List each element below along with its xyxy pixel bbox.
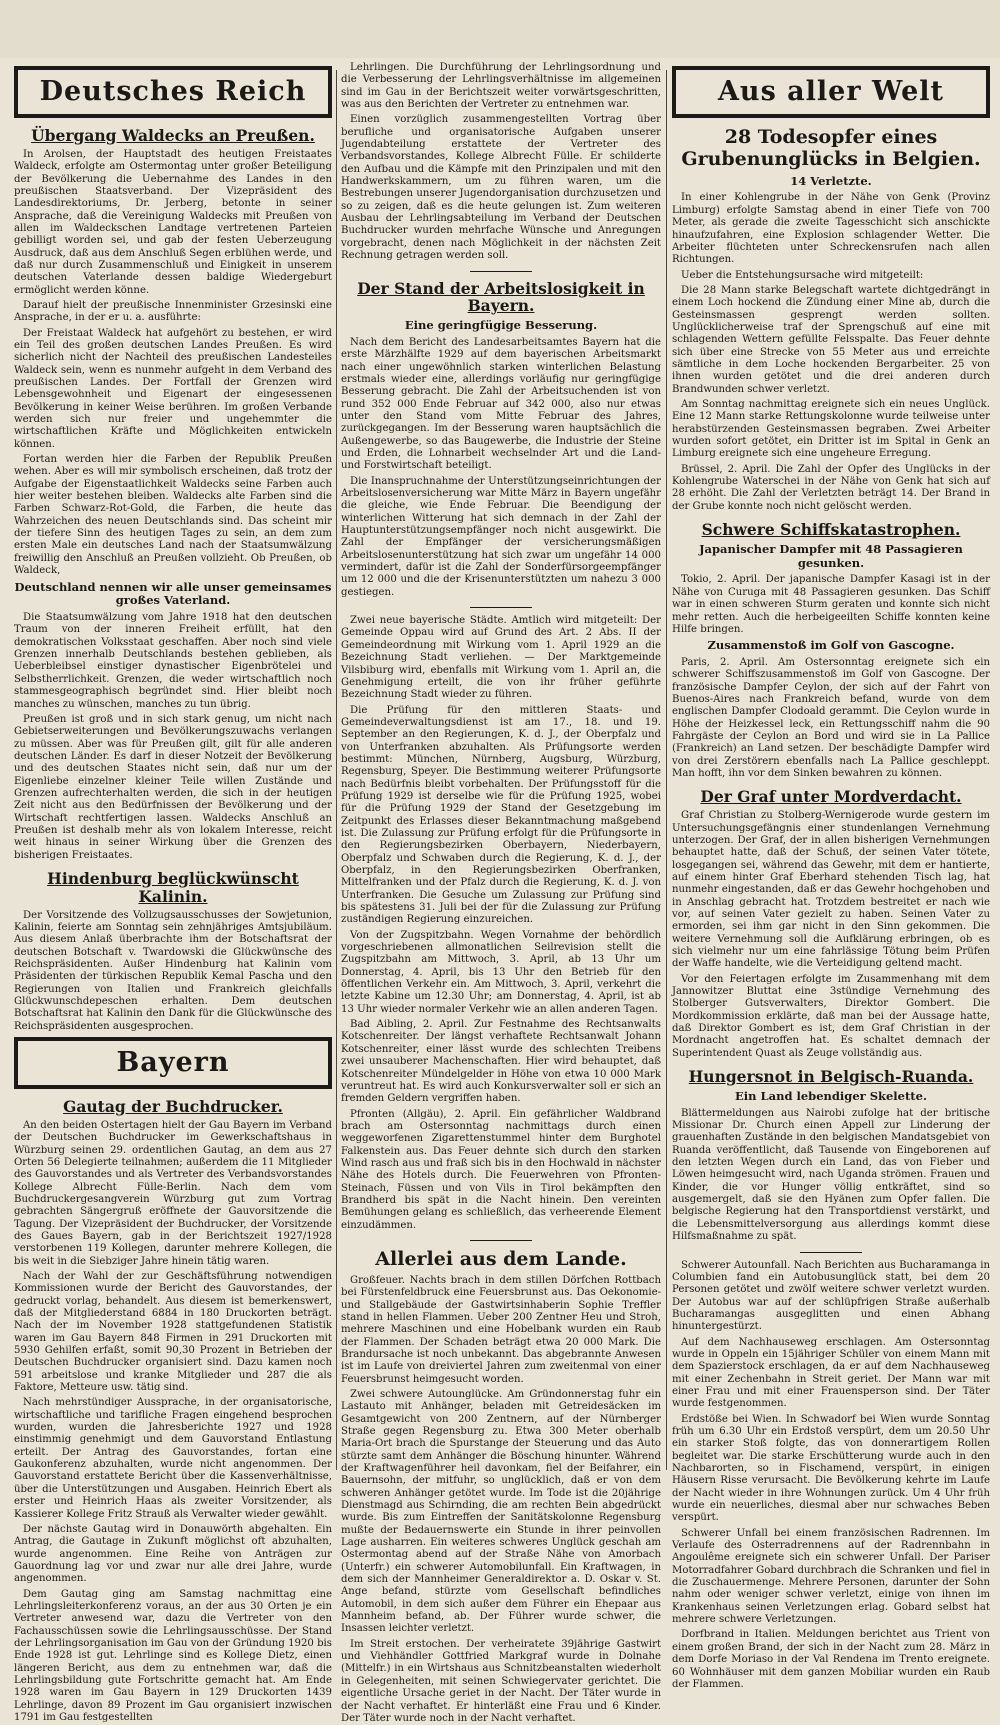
subheadline-verletzte: 14 Verletzte. bbox=[790, 173, 872, 188]
article-paragraph: Darauf hielt der preußische Innenminister Grzesinski eine Ansprache, in der er u. a. ausführte: bbox=[14, 299, 332, 324]
article-separator bbox=[470, 271, 532, 272]
subheadline-besserung: Eine geringfügige Besserung. bbox=[404, 318, 598, 333]
top-margin-strip bbox=[0, 0, 1000, 58]
column-3 bbox=[672, 62, 990, 1690]
column-2 bbox=[341, 62, 661, 1724]
article-paragraph: Die Prüfung für den mittleren Staats- und Gemeindeverwaltungsdienst ist am 17., 18. und 19. September an den Regierungen, K. d. J., der Oberpfalz und von Unterfranken abzuhalten. Als Prüfungsorte werden bestimmt: München, Nürnberg, Augsburg, Würzburg, Regensburg, Speyer. Die Bestimmung weiterer Prüfungsorte nach Bedürfnis bleibt vorbehalten. Der Prüfungsstoff für die Prüfung 1929 ist derselbe wie für die Prüfung 1925, wobei für die Prüfung 1929 der Stand der Gesetzgebung im Zeitpunkt des Erlasses dieser Bekanntmachung maßgebend ist. Die Zulassung zur Prüfung erfolgt für die Prüfungsorte in den Regierungsbezirken Oberbayern, Niederbayern, Oberpfalz und Schwaben durch die Regierung, K. d. J., der Oberpfalz, in den Regierungsbezirken Oberfranken, Mittelfranken und der Pfalz durch die Regierung, K. d. J. von Unterfranken. Die Gesuche um Zulassung zur Prüfung sind bis spätestens 31. Juli bei der für die Zulassung zur Prüfung zuständigen Regierung einzureichen. bbox=[341, 704, 661, 926]
article-separator bbox=[470, 1240, 532, 1241]
section-header-bayern: Bayern bbox=[14, 1037, 332, 1089]
article-paragraph: Der Vorsitzende des Vollzugsausschusses der Sowjetunion, Kalinin, feierte am Sonntag sein zehnjähriges Amtsjubiläum. Aus diesem Anlaß überbrachte ihm der Botschaftsrat der deutschen Botschaft v. Twardowski die Glückwünsche des Reichspräsidenten. Außer Hindenburg hat Kalinin vom Präsidenten der türkischen Republik Kemal Pascha und den Regierungen von Italien und Frankreich gleichfalls Glückwunschdepeschen erhalten. Dem deutschen Botschaftsrat hat Kalinin den Dank für die Glückwünsche des Reichspräsidenten ausgesprochen. bbox=[14, 909, 332, 1032]
subheadline-japanischer-dampfer: Japanischer Dampfer mit 48 Passagieren gesunken. bbox=[699, 541, 963, 570]
section-header-deutsches-reich: Deutsches Reich bbox=[14, 66, 332, 118]
article-paragraph: Die 28 Mann starke Belegschaft wartete dichtgedrängt in einem Loch hockend die Zündung einer Mine ab, durch die Gesteinsmassen gesprengt werden sollten. Unglücklicherweise traf der Sprengschuß auf eine mit schlagenden Wettern gefüllte Felsspalte. Das Feuer dehnte sich über eine Strecke von 55 Meter aus und erreichte sämtliche in dem Loche hockenden Bergarbeiter. 25 von ihnen wurden getötet und die drei anderen durch Brandwunden schwer verletzt. bbox=[672, 284, 990, 395]
article-paragraph: Preußen ist groß und in sich stark genug, um nicht nach Gebietserweiterungen und Bevölkerungszuwachs verlangen zu müssen. Aber was für Preußen gilt, gilt für alle anderen deutschen Länder. Es darf in dieser Notzeit der Bevölkerung und des deutschen Staates nicht sein, daß nur um der Eigenliebe einzelner kleiner Teile willen Zustände und Grenzen aufrechterhalten werden, die sich in der heutigen Zeit nicht aus den Bedürfnissen der Bevölkerung und der Wirtschaft rechtfertigen lassen. Waldecks Anschluß an Preußen ist deshalb mehr als von lokalem Interesse, reicht weit hinaus in seiner Wirkung über die Grenzen des bisherigen Freistaates. bbox=[14, 713, 332, 861]
headline-allerlei: Allerlei aus dem Lande. bbox=[375, 1247, 627, 1270]
column-1 bbox=[14, 62, 332, 1723]
article-paragraph: Dem Gautag ging am Samstag nachmittag eine Lehrlingsleiterkonferenz voraus, an der aus 30 Orten je ein Vertreter anwesend war, dazu die Vertreter von den Fachausschüssen sowie die Lehrlingsausschüsse. Der Stand der Lehrlingsorganisation im Gau von der Gründung 1920 bis Ende 1928 ist gut. Lehrlinge sind es Kollege Dietz, einen längeren Bericht, aus dem zu entnehmen war, daß die Lehrlingsbildung gute Fortschritte gemacht hat. Am Ende 1928 waren im Gau Bayern in 129 Druckorten 1439 Lehrlinge, davon 89 Prozent im Gau organisiert inzwischen 1791 im Gau festgestellten bbox=[14, 1588, 332, 1723]
subheadline-gascogne: Zusammenstoß im Golf von Gascogne. bbox=[707, 638, 955, 653]
article-paragraph: Auf dem Nachhauseweg erschlagen. Am Ostersonntag wurde in Oppeln ein 15jähriger Schüler von einem Mann mit dem Spazierstock erschlagen, da er auf dem Nachhauseweg mit einer Zechenbahn in Streit geriet. Der Mann war mit einer Frau und mit einer Frauensperson sind. Der Täter wurde festgenommen. bbox=[672, 1336, 990, 1410]
article-paragraph: Dorfbrand in Italien. Meldungen berichtet aus Trient von einem großen Brand, der sich in der Nacht zum 28. März in dem Dorfe Moriaso in der Val Rendena im Trento ereignete. 60 Wohnhäuser mit dem ganzen Mobiliar wurden ein Raub der Flammen. bbox=[672, 1629, 990, 1690]
article-paragraph: Schwerer Unfall bei einem französischen Radrennen. Im Verlaufe des Osterradrennens auf der Radrennbahn in Angoulême ereignete sich ein schwerer Unfall. Der Pariser Motorradfahrer Gobard durchbrach die Schranken und fiel in die Zuschauermenge. Mehrere Personen, darunter der Sohn nahm oder weniger schwer verletzt, einige von ihnen im Krankenhaus seinen Verletzungen erlag. Gobard selbst hat mehrere schwere Verletzungen. bbox=[672, 1527, 990, 1626]
article-paragraph: Nach mehrstündiger Aussprache, in der organisatorische, wirtschaftliche und tarifliche Fragen eingehend besprochen wurden, wurden die Jahresberichte 1927 und 1928 einstimmig genehmigt und dem Gauvorstand Entlastung erteilt. Der Antrag des Gauvorstandes, fortan eine Gaukonferenz abzuhalten, wurde nicht angenommen. Der Gauvorstand erstattete Bericht über die Kassenverhältnisse, über die Unterstützungen und Ausgaben. Heinrich Ebert als erster und Heinrich Haas als zweiter Vorsitzender, als Kassierer Kollege Fritz Strauß als Verwalter wieder gewählt. bbox=[14, 1397, 332, 1520]
article-paragraph: Nach der Wahl der zur Geschäftsführung notwendigen Kommissionen wurde der Bericht des Gauvorstandes, der gedruckt vorlag, behandelt. Aus diesem ist bemerkenswert, daß der Mitgliederstand 6884 in 180 Druckorten beträgt. Nach der im November 1928 stattgefundenen Statistik waren im Gau Bayern 848 Firmen in 291 Druckorten mit 5930 Gehilfen erfaßt, somit 90,30 Prozent in Betrieben der Deutschen Buchdrucker organisiert sind. Dazu kamen noch 591 arbeitslose und kranke Mitglieder und 287 die als Faktore, Metteure usw. tätig sind. bbox=[14, 1270, 332, 1394]
article-paragraph: Tokio, 2. April. Der japanische Dampfer Kasagi ist in der Nähe von Curuga mit 48 Passagieren gesunken. Das Schiff war in einen schweren Sturm geraten und konnte sich nicht mehr retten. Auch die herbeigeeilten Schiffe konnten keine Hilfe bringen. bbox=[672, 574, 990, 635]
article-paragraph: Vor den Feiertagen erfolgte im Zusammenhang mit dem Jannowitzer Bluttat eine 3stündige Vernehmung des Stolberger Gutsverwalters, Direktor Gombert. Die Mordkommission erklärte, daß man bei der Aussage hatte, daß Direktor Gombert es ist, dem Graf Christian in der Mordnacht angetroffen hat. Es schaltet demnach der Superintendent Quast als Zeuge vollständig aus. bbox=[672, 973, 990, 1059]
article-separator bbox=[800, 1252, 862, 1253]
subheadline-skelette: Ein Land lebendiger Skelette. bbox=[735, 1088, 927, 1103]
article-paragraph: Brüssel, 2. April. Die Zahl der Opfer des Unglücks in der Kohlengrube Waterschei in der Nähe von Genk hat sich auf 28 erhöht. Die Zahl der Verletzten beträgt 14. Der Brand in der Grube konnte noch nicht gelöscht werden. bbox=[672, 463, 990, 512]
article-paragraph: Blättermeldungen aus Nairobi zufolge hat der britische Missionar Dr. Church einen Appell zur Linderung der grauenhaften Zustände in den belgischen Mandatsgebiet von Ruanda veröffentlicht, daß Tausende von Eingeborenen auf den letzten Wegen durch ein Land, das von Fieber und Löwen heimgesucht wird, nach Uganda strömen. Frauen und Kinder, die vor Hunger völlig entkräftet, sind so ausgemergelt, daß sie den Hyänen zum Opfer fallen. Die belgische Regierung hat den Transportdienst verstärkt, und die Lebensmittelversorgung aus allerdings kommt diese Hilfsmaßnahme zu spät. bbox=[672, 1107, 990, 1243]
article-paragraph: An den beiden Ostertagen hielt der Gau Bayern im Verband der Deutschen Buchdrucker im Gewerkschaftshaus in Würzburg seinen 29. ordentlichen Gautag, an dem aus 27 Orten 56 Delegierte teilnahmen; außerdem die 11 Mitglieder des Gauvorstandes und als Vertreter des Verbandsvorstandes Kollege Albrecht Fülle-Berlin. Nach dem vom Buchdruckergesangverein Würzburg gut zum Vortrag gebrachten Sängergruß eröffnete der Gauvorsitzende die Tagung. Der Vizepräsident der Buchdrucker, der Vorsitzende des Gaues Bayern, gab in der Berichtszeit 1927/1928 verstorbenen 119 Kollegen, darunter mehrere Kollegen, die bis weit in die Siebziger Jahre hinein tätig waren. bbox=[14, 1119, 332, 1267]
article-paragraph: Erdstöße bei Wien. In Schwadorf bei Wien wurde Sonntag früh um 6.30 Uhr ein Erdstoß verspürt, dem um 20.50 Uhr ein starker Stoß folgte, das von donnerartigem Rollen begleitet war. Die starke Erschütterung wurde auch in den Nachbarorten, so in Fischamend, verspürt, in einigen Häusern Risse verursacht. Die Bevölkerung kehrte im Laufe der Nacht wieder in ihre Wohnungen zurück. Um 4 Uhr früh wurde ein neuerliches, diesmal aber nur schwaches Beben verspürt. bbox=[672, 1413, 990, 1524]
article-paragraph: In einer Kohlengrube in der Nähe von Genk (Provinz Limburg) erfolgte Samstag abend in einer Tiefe von 700 Meter, als gerade die zweite Tagesschicht sich anschickte hinaufzufahren, eine Explosion schlagender Wetter. Die Arbeiter flüchteten unter Schreckensrufen nach allen Richtungen. bbox=[672, 192, 990, 266]
article-paragraph: Graf Christian zu Stolberg-Wernigerode wurde gestern im Untersuchungsgefängnis einer stundenlangen Vernehmung unterzogen. Der Graf, der in allen bisherigen Vernehmungen behauptet hatte, daß der Schuß, der seinen Vater tötete, losgegangen sei, während das Gewehr, mit dem er hantierte, auf einem hinter Graf Eberhard stehenden Tisch lag, hat nunmehr eingestanden, daß er das Gewehr hochgehoben und in Anschlag gebracht hat. Trotzdem bestreitet er nach wie vor, auf seinen Vater gezielt zu haben. Seinen Vater zu ermorden, sei ihm gar nicht in den Sinn gekommen. Die weitere Vernehmung soll die Aufklärung erbringen, ob es sich vielmehr nur um eine fahrlässige Tötung beim Prüfen der Waffe handelte, wie die Verteidigung geltend macht. bbox=[672, 810, 990, 970]
headline-hungersnot: Hungersnot in Belgisch-Ruanda. bbox=[688, 1067, 974, 1087]
article-paragraph: Im Streit erstochen. Der verheiratete 39jährige Gastwirt und Viehhändler Gottfried Markgraf wurde in Dolnahe (Mittelfr.) in ein Wirtshaus aus Schnitzbeanstalten wiederholt in Gelegenheiten, mit seinen Schwiegervater gerichtet. Die eigentliche Ursache geriet in der Nacht. Der Täter wurde in der Nacht verhaftet. Er hinterläßt eine Frau und 6 Kinder. Der Täter wurde noch in der Nacht verhaftet. bbox=[341, 1638, 661, 1724]
subheadline-vaterland: Deutschland nennen wir alle unser gemeinsames großes Vaterland. bbox=[14, 579, 332, 608]
article-paragraph: Der Freistaat Waldeck hat aufgehört zu bestehen, er wird ein Teil des großen deutschen Landes Preußen. Es wird sicherlich nicht der Nachteil des preußischen Landesteiles Waldeck sein, wenn es nunmehr aufgeht in dem Verband des preußischen Landes. Der Fortfall der Grenzen wird Lebensgewohnheit und Eigenart der eingesessenen Bevölkerung in keiner Weise berühren. Im großen Verbande werden sich nur freier und ungehemmter die wirtschaftlichen Kräfte und Möglichkeiten entwickeln können. bbox=[14, 327, 332, 450]
article-paragraph: Von der Zugspitzbahn. Wegen Vornahme der behördlich vorgeschriebenen allmonatlichen Seilrevision stellt die Zugspitzbahn am Mittwoch, 3. April, ab 13 Uhr um Donnerstag, 4. April, bis 13 Uhr den Betrieb für den öffentlichen Verkehr ein. Am Mittwoch, 3. April, verkehrt die letzte Kabine um 12.30 Uhr; am Donnerstag, 4. April, ist ab 13 Uhr wieder normaler Verkehr wie an allen anderen Tagen. bbox=[341, 929, 661, 1015]
headline-waldeck: Übergang Waldecks an Preußen. bbox=[31, 126, 315, 145]
article-paragraph: Großfeuer. Nachts brach in dem stillen Dörfchen Rottbach bei Fürstenfeldbruck eine Feuersbrunst aus. Das Oekonomie- und Stallgebäude der Gastwirtsinhaberin Sophie Treffler stand in hellen Flammen. Ueber 200 Zentner Heu und Stroh, mehrere Maschinen und eine Hobelbank wurden ein Raub der Flammen. Der Schaden beträgt etwa 20 000 Mark. Die Brandursache ist noch unbekannt. Das abgebrannte Anwesen ist im Laufe von dreiviertel Jahren zum zweitenmal von einer Feuersbrunst heimgesucht worden. bbox=[341, 1274, 661, 1385]
article-paragraph: Schwerer Autounfall. Nach Berichten aus Bucharamanga in Columbien fand ein Autobusunglück statt, bei dem 20 Personen getötet und zwölf weitere schwer verletzt wurden. Der Autobus war auf der schlüpfrigen Straße außerhalb Bucharamangas ausgeglitten und einen Abhang hinuntergestürzt. bbox=[672, 1259, 990, 1333]
headline-graf-mordverdacht: Der Graf unter Mordverdacht. bbox=[700, 787, 962, 807]
column-rule-left bbox=[336, 70, 337, 1470]
headline-schiffskatastrophen: Schwere Schiffskatastrophen. bbox=[701, 520, 961, 540]
article-paragraph: Zwei neue bayerische Städte. Amtlich wird mitgeteilt: Der Gemeinde Oppau wird auf Grund des Art. 2 Abs. II der Gemeindeordnung mit Wirkung vom 1. April 1929 an die Bezeichnung Stadt verliehen. — Der Marktgemeinde Vilsbiburg wird, ebenfalls mit Wirkung vom 1. April an, die Genehmigung erteilt, die von ihr früher geführte Bezeichnung Stadt wieder zu führen. bbox=[341, 615, 661, 701]
article-paragraph: Fortan werden hier die Farben der Republik Preußen wehen. Aber es will mir symbolisch erscheinen, daß trotz der Aufgabe der Eigenstaatlichkeit Waldecks seine Farben auch hier weiter bestehen bleiben. Waldecks alte Farben sind die Farben Schwarz-Rot-Gold, die Farben, die heute das Wahrzeichen des neuen Deutschlands sind. Das scheint mir der tiefere Sinn des heutigen Tages zu sein, an dem zum ersten Male ein deutsches Land nach der Staatsumwälzung freiwillig den Anschluß an Preußen vollzieht. Ob Preußen, ob Waldeck, bbox=[14, 454, 332, 577]
section-header-aus-aller-welt: Aus aller Welt bbox=[672, 66, 990, 118]
article-paragraph: Die Inanspruchnahme der Unterstützungseinrichtungen der Arbeitslosenversicherung war Mitte März in Bayern ungefähr die gleiche, wie Ende Februar. Die Beendigung der winterlichen Witterung hat sich demnach in der Zahl der Hauptunterstützungsempfänger noch nicht ausgewirkt. Die Zahl der Empfänger der versicherungsmäßigen Arbeitslosenunterstützung hat sich zwar um ungefähr 14 000 vermindert, dafür ist die Zahl der Sonderfürsorgeempfänger um 12 000 und die der Krisenunterstützten um nahezu 3 000 gestiegen. bbox=[341, 475, 661, 598]
article-paragraph: Am Sonntag nachmittag ereignete sich ein neues Unglück. Eine 12 Mann starke Rettungskolonne wurde teilweise unter herabstürzenden Gesteinsmassen begraben. Zwei Arbeiter wurden sofort getötet, ein Dritter ist im Spital in Genk an Limburg ereignete sich eine ungeheure Erregung. bbox=[672, 398, 990, 460]
headline-arbeitslosigkeit: Der Stand der Arbeitslosigkeit in Bayern. bbox=[357, 278, 645, 316]
article-paragraph: Die Staatsumwälzung vom Jahre 1918 hat den deutschen Traum von der inneren Freiheit erfüllt, hat den demokratischen Volksstaat geschaffen. Aber noch sind viele Grenzen innerhalb Deutschlands bestehen geblieben, als Ueberbleibsel einstiger dynastischer Eigenbrötelei und Selbstherrlichkeit. Grenzen, die weder wirtschaftlich noch stammesgeographisch begründet sind. Hier bleibt noch manches zu wünschen, manches zu tun übrig. bbox=[14, 612, 332, 710]
article-separator bbox=[470, 607, 532, 608]
article-paragraph: In Arolsen, der Hauptstadt des heutigen Freistaates Waldeck, erfolgte am Ostermontag unter großer Beteiligung der Bevölkerung die Uebernahme des Landes in den preußischen Staatsverband. Der Vizepräsident des Landesdirektoriums, Dr. Jerberg, betonte in seiner Ansprache, daß die Vereinigung Waldecks mit Preußen von allen im Waldeckschen Landtage vertretenen Parteien gebilligt worden sei, und gab der festen Ueberzeugung Ausdruck, daß aus dem Anschluß Segen erblühen werde, und daß nur durch Zusammenschluß und Einigkeit in unserem deutschen Vaterlande dessen baldige Wiedergeburt ermöglicht werden könne. bbox=[14, 148, 332, 296]
article-paragraph: Paris, 2. April. Am Ostersonntag ereignete sich ein schwerer Schiffszusammenstoß im Golf von Gascogne. Der französische Dampfer Ceylon, der sich auf der Fahrt von Buenos-Aires nach Frankreich befand, wurde von dem englischen Dampfer Clodoald gerammt. Die Ceylon wurde in Höhe der Heizkessel leck, ein Rettungsschiff nahm die 90 Fahrgäste der Ceylon an Bord und wird sie in La Pallice (Frankreich) an Land setzen. Der beschädigte Dampfer wird von drei Zerstörern ebenfalls nach La Pallice geschleppt. Man hofft, ihn vor dem Sinken bewahren zu können. bbox=[672, 657, 990, 780]
article-paragraph: Ueber die Entstehungsursache wird mitgeteilt: bbox=[681, 269, 924, 281]
article-paragraph: Einen vorzüglich zusammengestellten Vortrag über berufliche und organisatorische Aufgaben unserer Jugendabteilung erstattete der Vertreter des Verbandsvorstandes, Kollege Albrecht Fülle. Er schilderte den Aufbau und die Kämpfe mit den Prinzipalen und mit den Handwerkskammern, um zu führen waren, um die Bestrebungen unserer Jugendorganisation durchzusetzen und so zu zeigen, daß es die heute gelungen ist. Zum weiteren Ausbau der Lehrlingsabteilung im Verband der Deutschen Buchdrucker wurden mehrfache Wünsche und Anregungen vorgebracht, denen nach Möglichkeit in der nächsten Zeit Rechnung getragen werden soll. bbox=[341, 114, 661, 262]
article-paragraph: Lehrlingen. Die Durchführung der Lehrlingsordnung und die Verbesserung der Lehrlingsverhältnisse im allgemeinen sind im Gau in der Berichtszeit weiter vorwärtsgeschritten, was aus den Berichten der Vertreter zu entnehmen war. bbox=[341, 62, 661, 111]
article-paragraph: Der nächste Gautag wird in Donauwörth abgehalten. Ein Antrag, die Gautage in Zukunft möglichst oft abzuhalten, wurde angenommen. Eine Reihe von Anträgen zur Gauordnung lag vor und zwar nur alle drei Jahre, wurde angenommen. bbox=[14, 1523, 332, 1585]
article-paragraph: Nach dem Bericht des Landesarbeitsamtes Bayern hat die erste Märzhälfte 1929 auf dem bayerischen Arbeitsmarkt nach einer ungewöhnlich starken winterlichen Belastung erstmals wieder eine, allerdings vorläufig nur geringfügige Besserung gebracht. Die Zahl der Arbeitsuchenden ist von rund 352 000 Ende Februar auf 342 000, also nur etwas unter den Stand vom Mitte Februar des Jahres, zurückgegangen. Im der Besserung waren hauptsächlich die Außengewerbe, so das Baugewerbe, die Industrie der Steine und Erden, die Lohnarbeit wechselnder Art und die Land- und Forstwirtschaft beteiligt. bbox=[341, 336, 661, 472]
article-paragraph: Bad Aibling, 2. April. Zur Festnahme des Rechtsanwalts Kotschenreiter. Der längst verhaftete Rechtsanwalt Johann Kotschenreiter, einer lässt wurde des schlechten Treibens zwei unsauberer Machenschaften. Hier wird behauptet, daß Kotschenreiter Mündelgelder in Höhe von etwa 10 000 Mark veruntreut hat. Es wird auch Konkursverwalter soll er sich an fremden Geldern vergriffen haben. bbox=[341, 1019, 661, 1105]
article-paragraph: Pfronten (Allgäu), 2. April. Ein gefährlicher Waldbrand brach am Ostersonntag nachmittags durch einen weggeworfenen Zigarettenstummel hinter dem Burghotel Falkenstein aus. Das Feuer dehnte sich durch den starken Wind rasch aus und fraß sich bis in den Hochwald in nächster Nähe des Hotels durch. Die Feuerwehren von Pfronten-Steinach, Füssen und von Vils in Tirol bekämpften den Brandherd bis spät in die Nacht hinein. Den vereinten Bemühungen gelang es schließlich, das verheerende Element einzudämmen. bbox=[341, 1108, 661, 1231]
headline-gautag: Gautag der Buchdrucker. bbox=[63, 1097, 283, 1117]
column-rule-right bbox=[666, 70, 667, 1470]
article-paragraph: Zwei schwere Autounglücke. Am Gründonnerstag fuhr ein Lastauto mit Anhänger, beladen mit Getreidesäcken im Gesamtgewicht von 200 Zentnern, auf der Nürnberger Straße gegen Regensburg zu. Etwa 300 Meter oberhalb Maria-Ort brach die Spurstange der Steuerung und das Auto stürzte samt dem Anhänger die Böschung hinunter. Während der Kraftwagenführer heil davonkam, fiel der Beifahrer, ein Bauernsohn, der mitfuhr, so unglücklich, daß er von dem schweren Anhänger getötet wurde. Im Tode ist die 20jährige Dienstmagd aus Schirnding, die am rechten Bein abgedrückt wurde. Bis zum Eintreffen der Sanitätskolonne Regensburg mußte der Bedauernswerte ein Stunde in ihrer peinvollen Lage ausharren. Ein weiteres schweres Unglück geschah am Ostermontag abend auf der Straße Nähe von Amorbach (Unterfr.) ein schwerer Automobilunfall. Ein Kraftwagen, in dem sich der Mannheimer Generaldirektor a. D. Oskar v. St. Ange befand, stürzte vom Gesellschaft befindliches Automobil, in dem sich außer dem Führer ein Ehepaar aus Mannheim befand, ab. Der Führer wurde schwer, die Insassen leichter verletzt. bbox=[341, 1388, 661, 1635]
headline-grubenunglueck: 28 Todesopfer eines Grubenunglücks in Belgien. bbox=[681, 126, 981, 170]
headline-hindenburg: Hindenburg beglückwünscht Kalinin. bbox=[47, 868, 299, 906]
